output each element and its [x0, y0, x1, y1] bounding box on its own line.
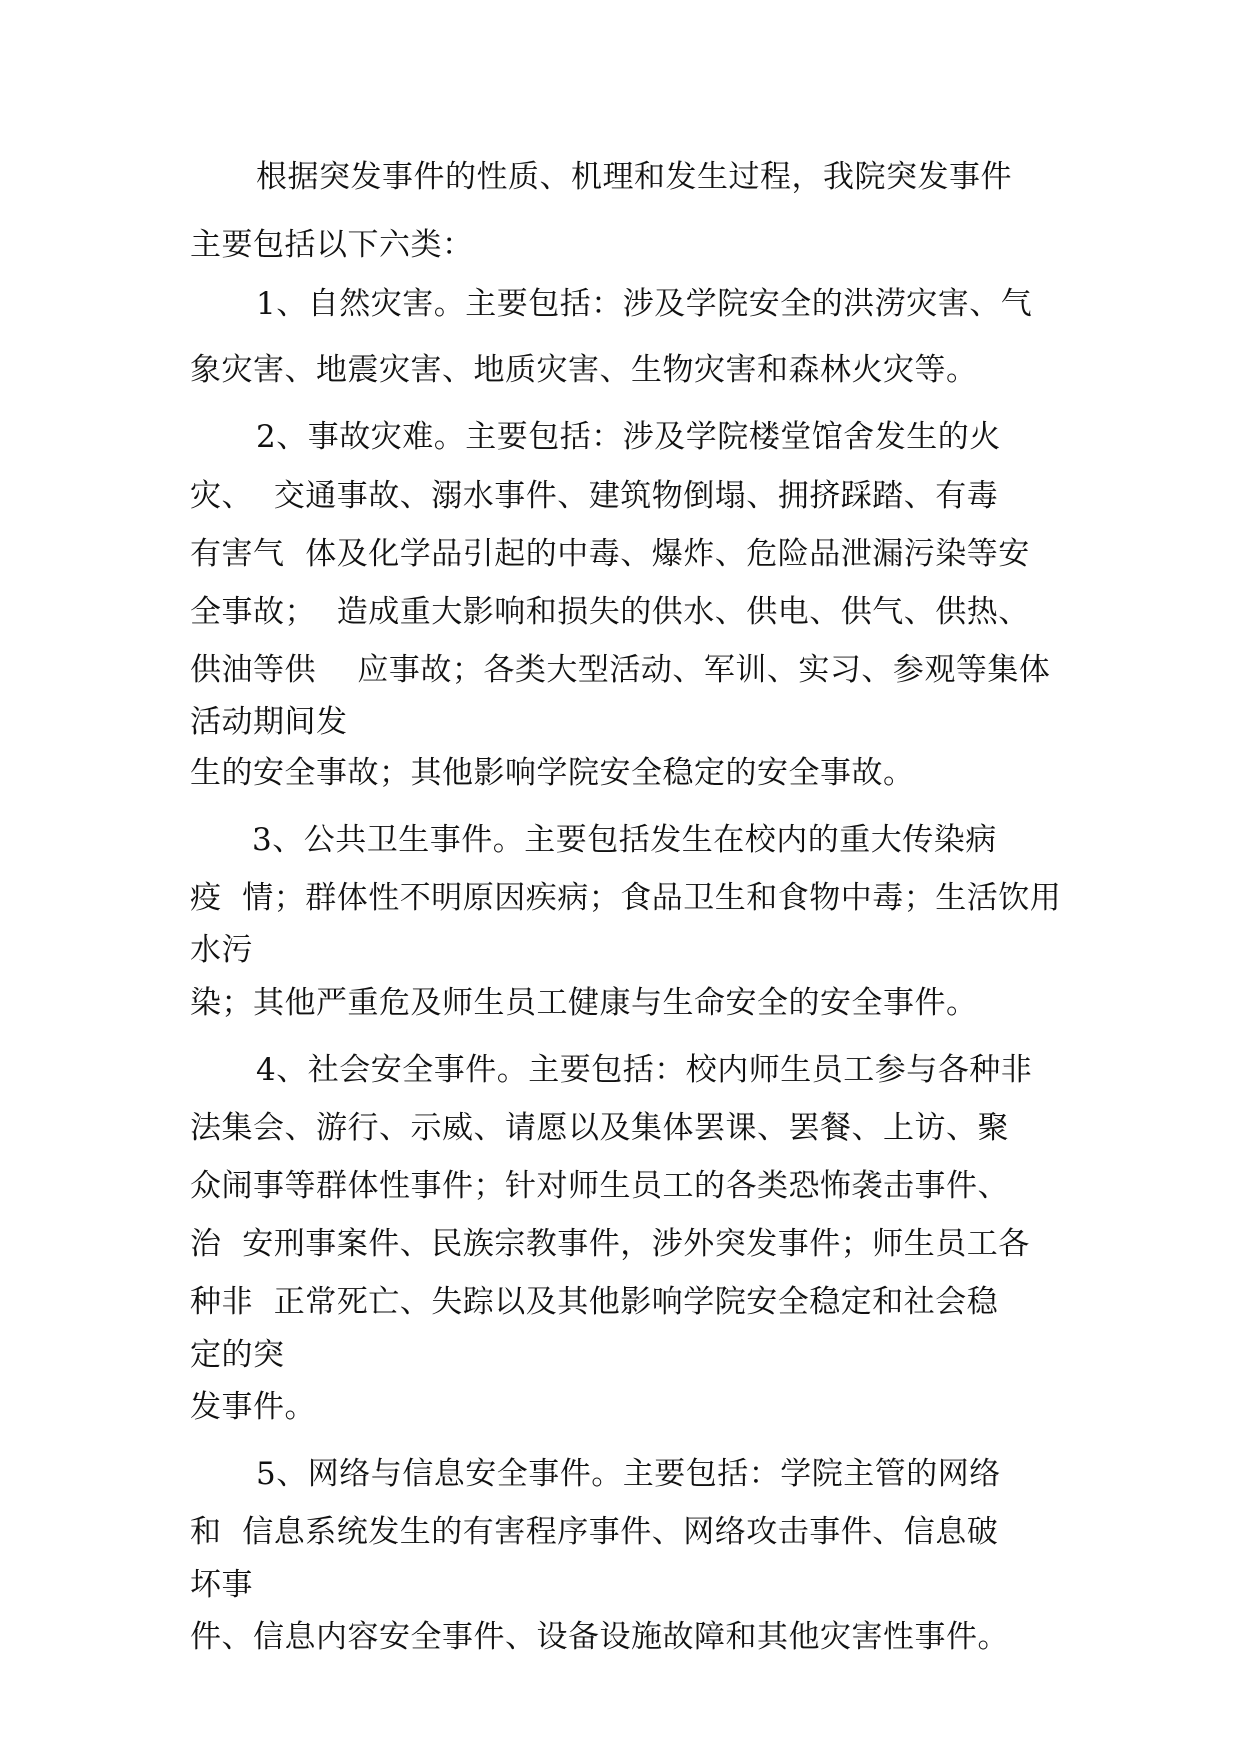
- paragraph-line: 4、社会安全事件。主要包括：校内师生员工参与各种非: [256, 1052, 1033, 1088]
- paragraph-line: 生的安全事故；其他影响学院安全稳定的安全事故。: [190, 755, 915, 791]
- paragraph-line: 件、信息内容安全事件、设备设施故障和其他灾害性事件。: [190, 1619, 1009, 1655]
- paragraph-line: 法集会、游行、示威、请愿以及集体罢课、罢餐、上访、聚: [190, 1110, 1009, 1146]
- paragraph-line: 供油等供 应事故；各类大型活动、军训、实习、参观等集体: [190, 652, 1051, 688]
- paragraph-line: 发事件。: [190, 1389, 316, 1425]
- paragraph-line: 有害气 体及化学品引起的中毒、爆炸、危险品泄漏污染等安: [190, 536, 1030, 572]
- paragraph-line: 象灾害、地震灾害、地质灾害、生物灾害和森林火灾等。: [190, 352, 978, 388]
- paragraph-line: 灾、 交通事故、溺水事件、建筑物倒塌、拥挤踩踏、有毒: [190, 478, 999, 514]
- paragraph-line: 染；其他严重危及师生员工健康与生命安全的安全事件。: [190, 985, 978, 1021]
- paragraph-line: 众闹事等群体性事件；针对师生员工的各类恐怖袭击事件、: [190, 1168, 1009, 1204]
- paragraph-line: 定的突: [190, 1337, 285, 1373]
- paragraph-line: 和 信息系统发生的有害程序事件、网络攻击事件、信息破: [190, 1514, 999, 1550]
- paragraph-line: 3、公共卫生事件。主要包括发生在校内的重大传染病: [252, 822, 997, 858]
- paragraph-line: 活动期间发: [190, 704, 348, 740]
- paragraph-line: 治 安刑事案件、民族宗教事件，涉外突发事件；师生员工各: [190, 1226, 1030, 1262]
- paragraph-line: 5、网络与信息安全事件。主要包括：学院主管的网络: [256, 1456, 1001, 1492]
- paragraph-line: 疫 情；群体性不明原因疾病；食品卫生和食物中毒；生活饮用: [190, 880, 1062, 916]
- paragraph-line: 种非 正常死亡、失踪以及其他影响学院安全稳定和社会稳: [190, 1284, 999, 1320]
- paragraph-line: 主要包括以下六类：: [190, 227, 474, 263]
- paragraph-line: 根据突发事件的性质、机理和发生过程，我院突发事件: [256, 159, 1012, 195]
- paragraph-line: 2、事故灾难。主要包括：涉及学院楼堂馆舍发生的火: [256, 419, 1001, 455]
- paragraph-line: 1、自然灾害。主要包括：涉及学院安全的洪涝灾害、气: [256, 286, 1033, 322]
- paragraph-line: 坏事: [190, 1567, 253, 1603]
- paragraph-line: 水污: [190, 932, 253, 968]
- paragraph-line: 全事故； 造成重大影响和损失的供水、供电、供气、供热、: [190, 594, 1030, 630]
